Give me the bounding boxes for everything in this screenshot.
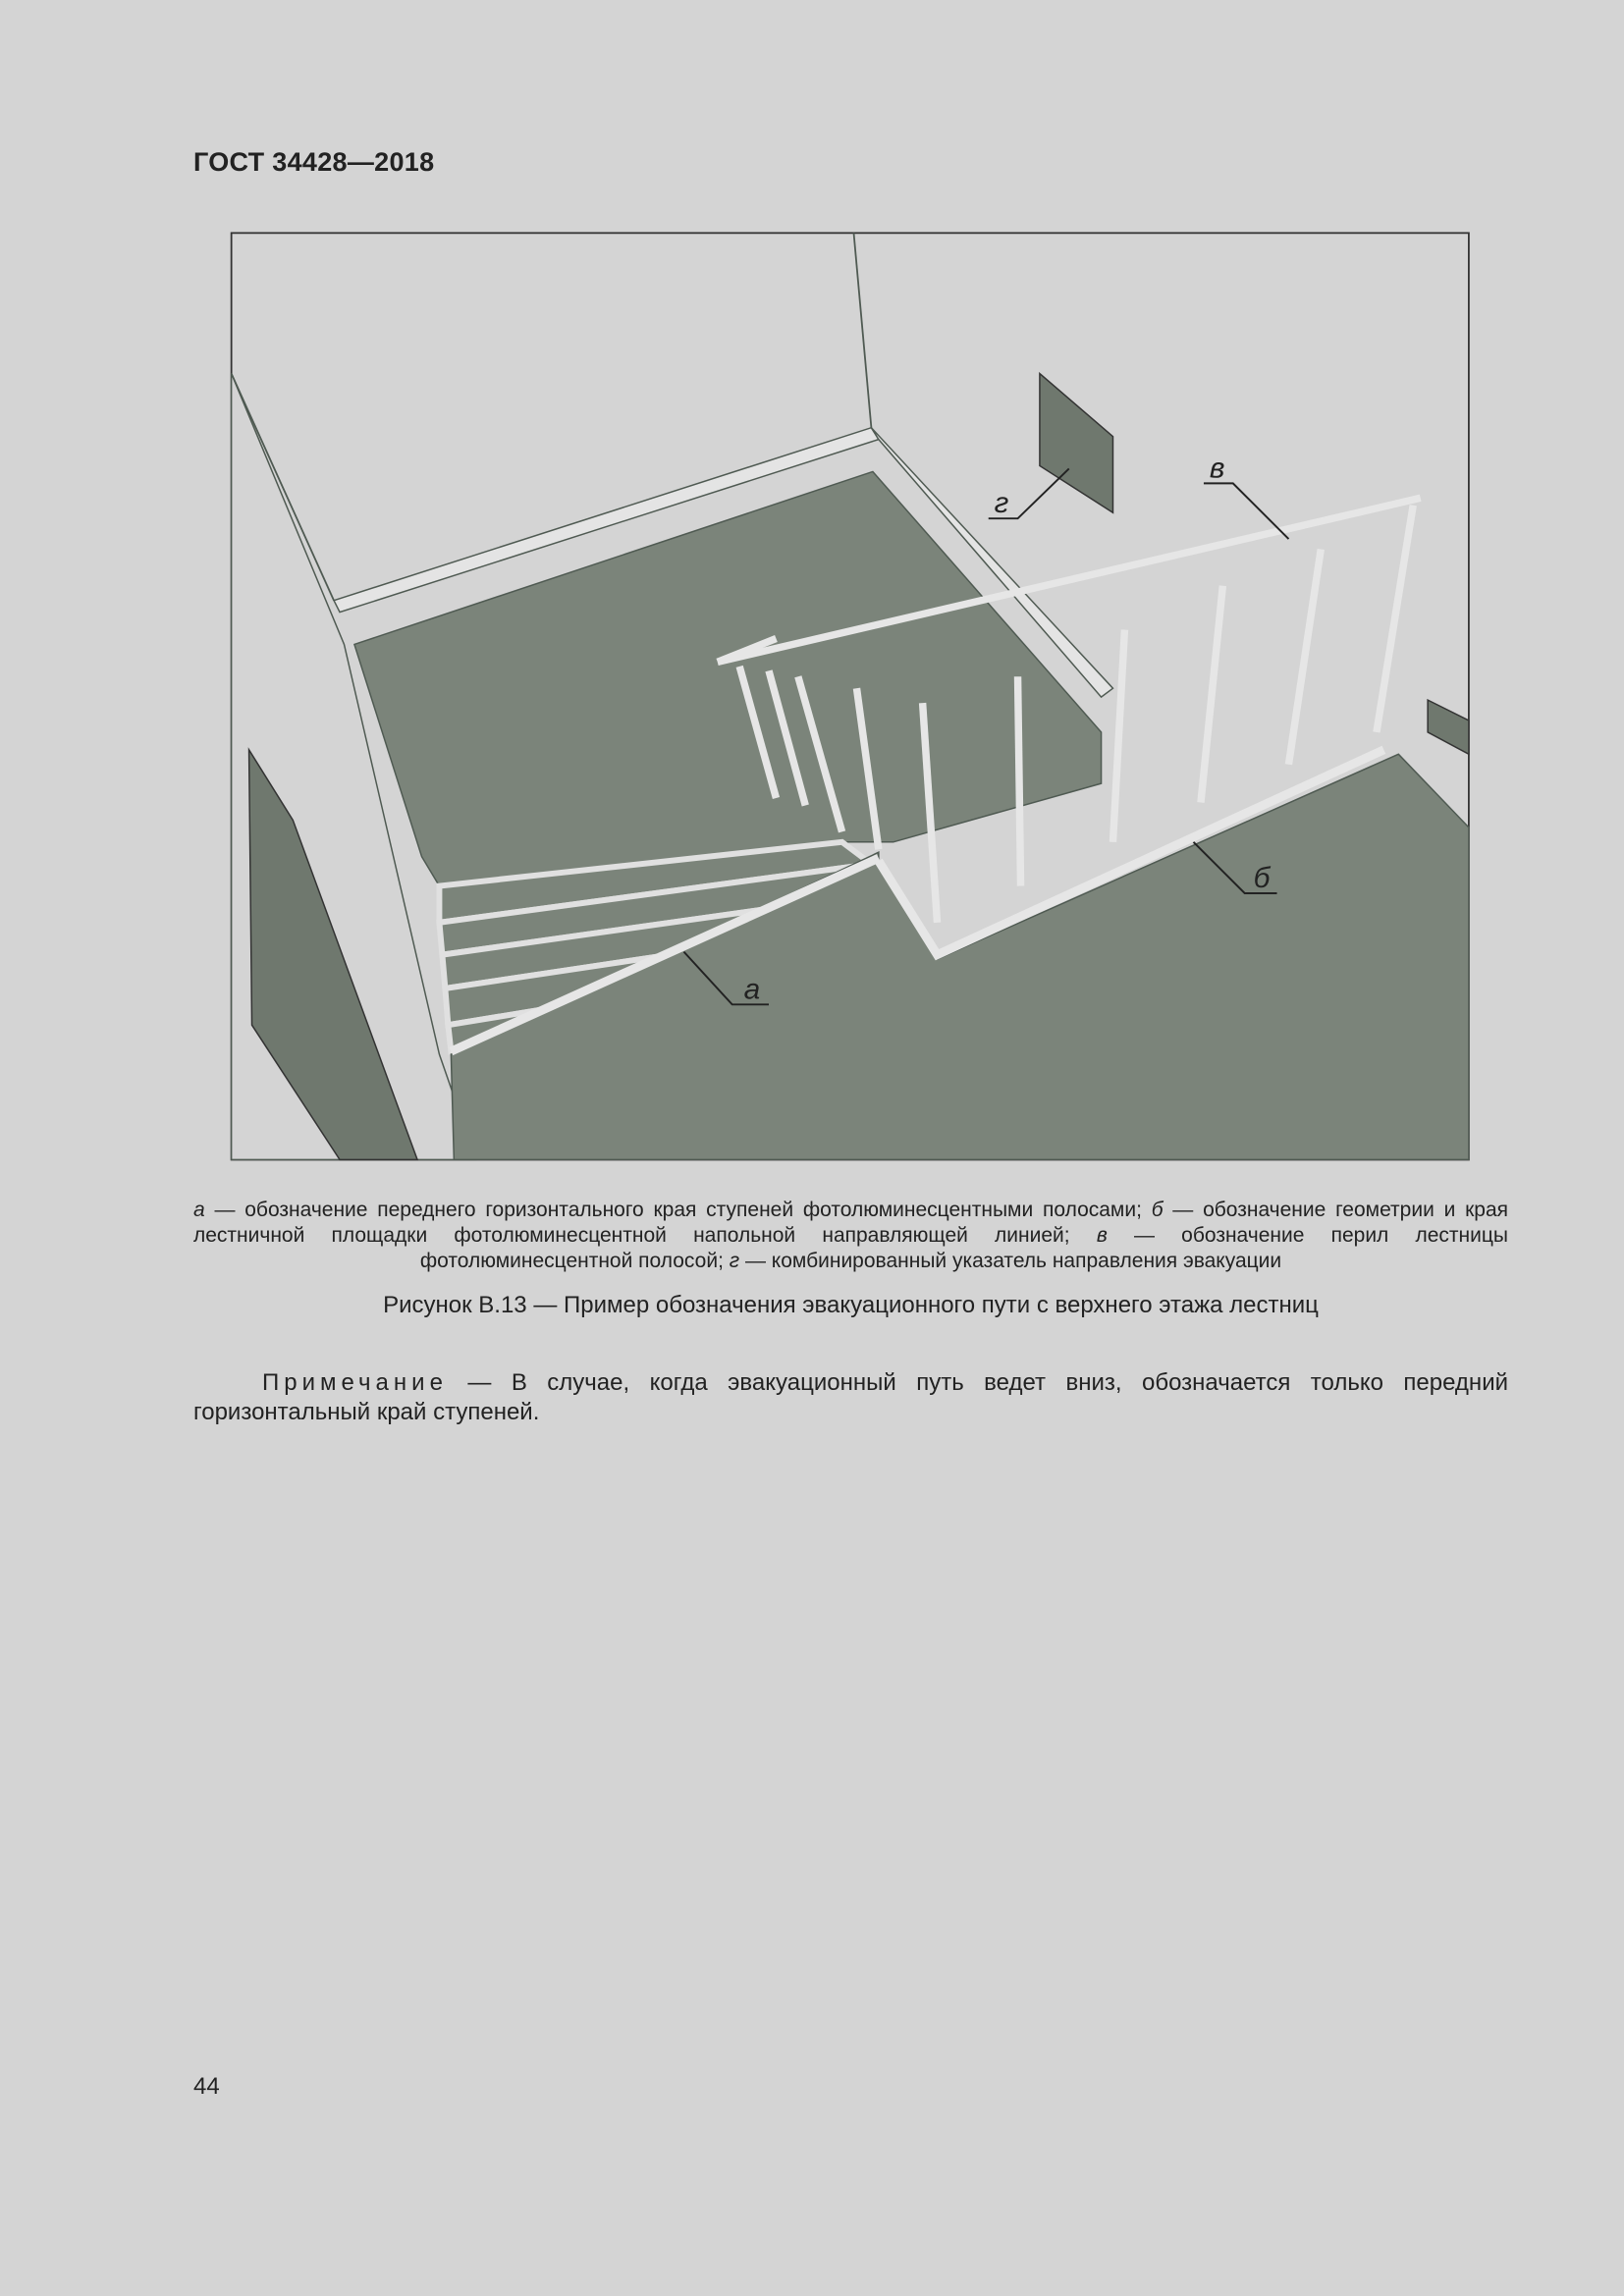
exit-sign-right	[1428, 700, 1469, 754]
label-g: г	[994, 487, 1009, 520]
figure-legend	[193, 1198, 1508, 1274]
legend-text-v: — обозначение перил лестницы фотолюминесцентной полосой;	[419, 1224, 1508, 1272]
legend-key-b: б	[1151, 1199, 1164, 1221]
upper-landing-floor	[354, 471, 1102, 885]
legend-key-g: г	[729, 1250, 740, 1272]
label-b: б	[1253, 862, 1271, 895]
label-a: а	[743, 973, 761, 1006]
legend-key-a: а	[193, 1199, 205, 1221]
legend-text-b: — обозначение геометрии и края лестничной площадки фотолюминесцентной напольной направляющей линией;	[193, 1199, 1508, 1247]
legend-text-a: — обозначение переднего горизонтального края ступеней фотолюминесцентными полосами;	[204, 1199, 1152, 1221]
figure-caption: Рисунок В.13 — Пример обозначения эвакуационного пути с верхнего этажа лестниц	[383, 1292, 1319, 1318]
page-number: 44	[193, 2073, 220, 2100]
legend-text-g: — комбинированный указатель направления эвакуации	[739, 1250, 1282, 1272]
note-paragraph	[193, 1368, 1508, 1427]
legend-key-v: в	[1096, 1224, 1108, 1247]
document-header: ГОСТ 34428—2018	[193, 147, 435, 177]
wall-corner-line	[854, 233, 872, 427]
note-lead: Примечание	[262, 1369, 448, 1396]
label-v: в	[1209, 452, 1225, 485]
exit-sign-wall	[1040, 374, 1113, 513]
note-text: — В случае, когда эвакуационный путь ведет вниз, обозначается только передний горизонтальный край ступеней.	[193, 1369, 1508, 1425]
